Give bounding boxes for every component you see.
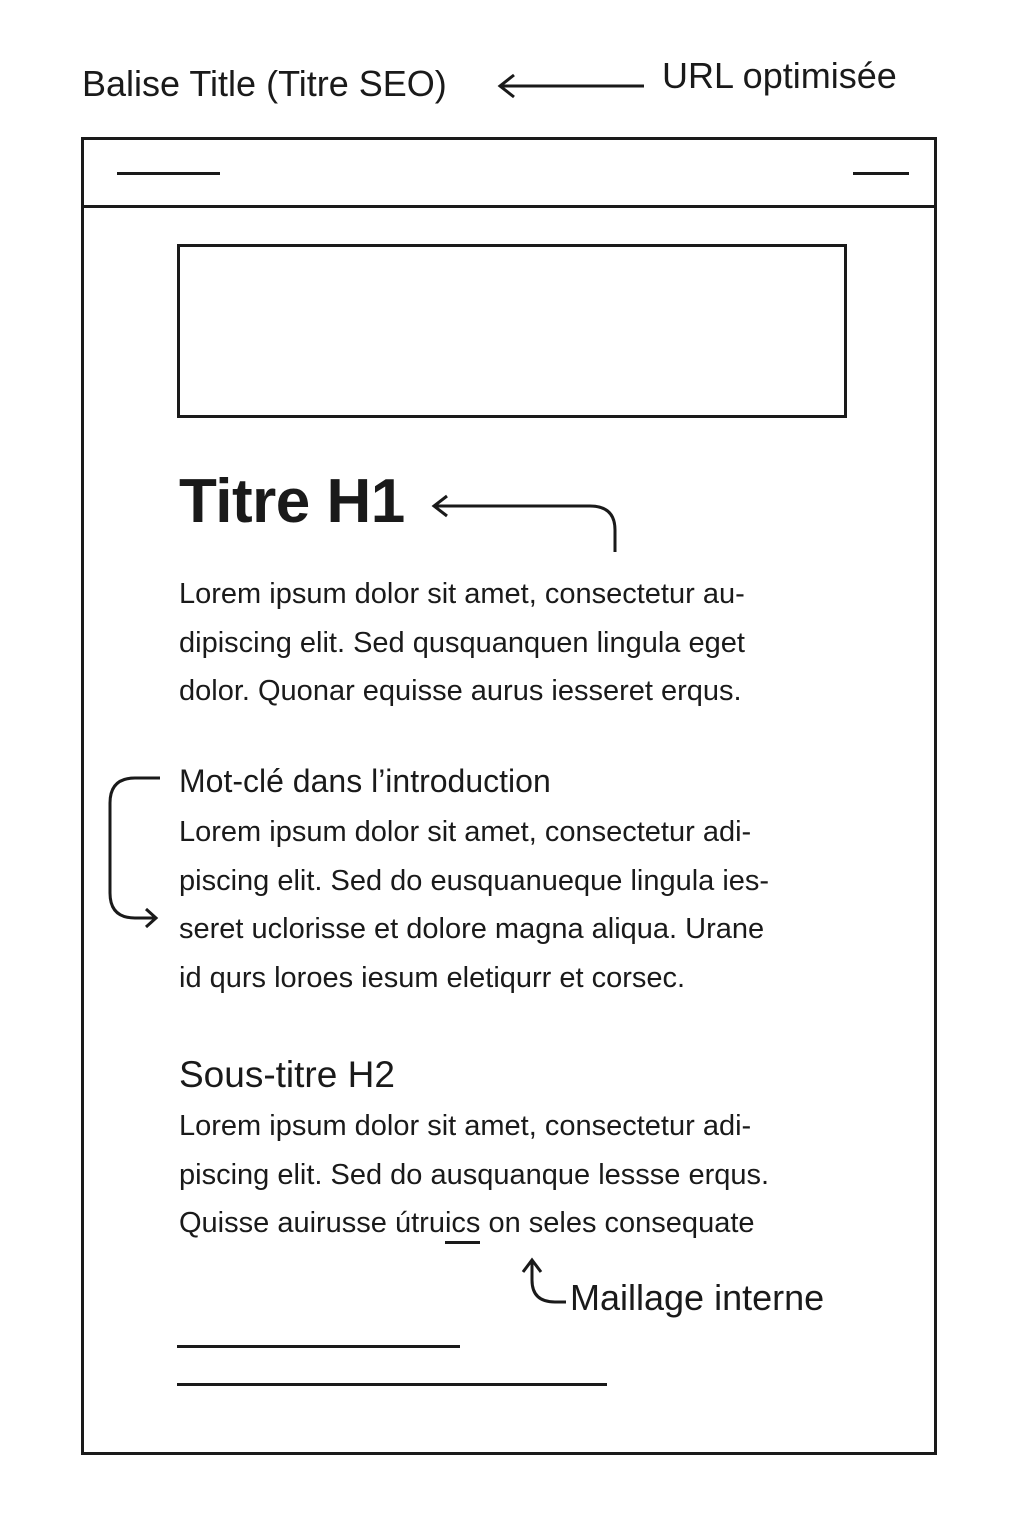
line-text-after-link: on seles consequate [480,1207,755,1239]
paragraph-line: seret uclorisse et dolore magna aliqua. Urane [179,913,765,945]
title-tag-label: Balise Title (Titre SEO) [82,63,447,104]
paragraph-line: piscing elit. Sed do eusquanueque lingula ies- [179,864,770,897]
keyword-intro-label: Mot-clé dans l’introduction [179,763,551,799]
url-label: URL optimisée [662,55,897,96]
h2-subheading: Sous-titre H2 [179,1054,395,1095]
paragraph-line: Lorem ipsum dolor sit amet, consectetur adi- [179,1110,752,1142]
paragraph-line: dolor. Quonar equisse aurus iesseret erqus. [179,675,742,707]
paragraph-line: Lorem ipsum dolor sit amet, consectetur adi- [179,816,752,848]
line-text-before-link: Quisse auirusse útru [179,1207,445,1239]
paragraph-line: piscing elit. Sed do ausquanque lessse erqus. [179,1158,770,1191]
paragraph-line: Lorem ipsum dolor sit amet, consectetur au- [179,578,745,610]
h1-heading: Titre H1 [179,467,405,536]
paragraph-line: dipiscing elit. Sed qusquanquen lingula eget [179,626,745,659]
internal-link[interactable]: ics [445,1207,480,1244]
internal-link-label: Maillage interne [570,1277,825,1318]
paragraph-line: id qurs loroes iesum eletiqurr et corsec. [179,961,686,994]
